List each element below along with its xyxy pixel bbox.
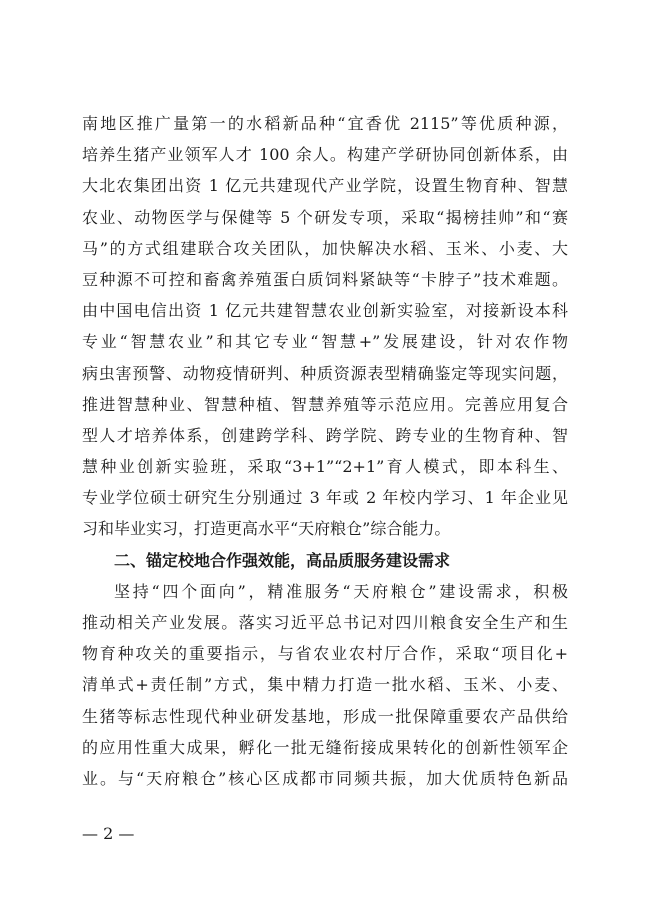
text-line: 专业“智慧农业”和其它专业“智慧+”发展建设，针对农作物	[82, 332, 568, 352]
text-line: 慧种业创新实验班，采取“3+1”“2+1”育人模式，即本科生、	[82, 457, 568, 477]
text-line: 南地区推广量第一的水稻新品种“宜香优 2115”等优质种源，	[82, 114, 568, 133]
body-text	[82, 108, 568, 794]
text-line: 的应用性重大成果，孵化一批无缝衔接成果转化的创新性领军企	[82, 737, 568, 757]
text-line: 农业、动物医学与保健等 5 个研发专项，采取“揭榜挂帅”和“赛	[82, 207, 568, 227]
text-line: 培养生猪产业领军人才 100 余人。构建产学研协同创新体系，由	[82, 145, 568, 165]
text-line: 由中国电信出资 1 亿元共建智慧农业创新实验室，对接新设本科	[82, 301, 568, 321]
text-line: 物育种攻关的重要指示，与省农业农村厅合作，采取“项目化+	[82, 644, 568, 664]
text-line: 病虫害预警、动物疫情研判、种质资源表型精确鉴定等现实问题，	[82, 363, 568, 383]
text-line: 清单式+责任制”方式，集中精力打造一批水稻、玉米、小麦、	[82, 675, 568, 695]
text-line: 生猪等标志性现代种业研发基地，形成一批保障重要农产品供给	[82, 706, 568, 726]
page-number: — 2 —	[82, 824, 135, 843]
paragraph-1	[82, 108, 568, 545]
text-line: 专业学位硕士研究生分别通过 3 年或 2 年校内学习、1 年企业见	[82, 488, 568, 508]
text-line: 马”的方式组建联合攻关团队，加快解决水稻、玉米、小麦、大	[82, 238, 568, 258]
text-line: 业。与“天府粮仓”核心区成都市同频共振，加大优质特色新品	[82, 768, 568, 788]
text-line: 大北农集团出资 1 亿元共建现代产业学院，设置生物育种、智慧	[82, 176, 568, 196]
text-line: 型人才培养体系，创建跨学科、跨学院、跨专业的生物育种、智	[82, 425, 568, 445]
text-line: 推动相关产业发展。落实习近平总书记对四川粮食安全生产和生	[82, 613, 568, 632]
paragraph-2	[82, 576, 568, 794]
text-line: 推进智慧种业、智慧种植、智慧养殖等示范应用。完善应用复合	[82, 394, 568, 414]
text-line: 坚持“四个面向”，精准服务“天府粮仓”建设需求，积极	[114, 581, 568, 601]
section-heading: 二、锚定校地合作强效能，高品质服务建设需求	[114, 550, 451, 570]
text-line: 豆种源不可控和畜禽养殖蛋白质饲料紧缺等“卡脖子”技术难题。	[82, 269, 568, 289]
text-line: 习和毕业实习，打造更高水平“天府粮仓”综合能力。	[82, 519, 451, 539]
